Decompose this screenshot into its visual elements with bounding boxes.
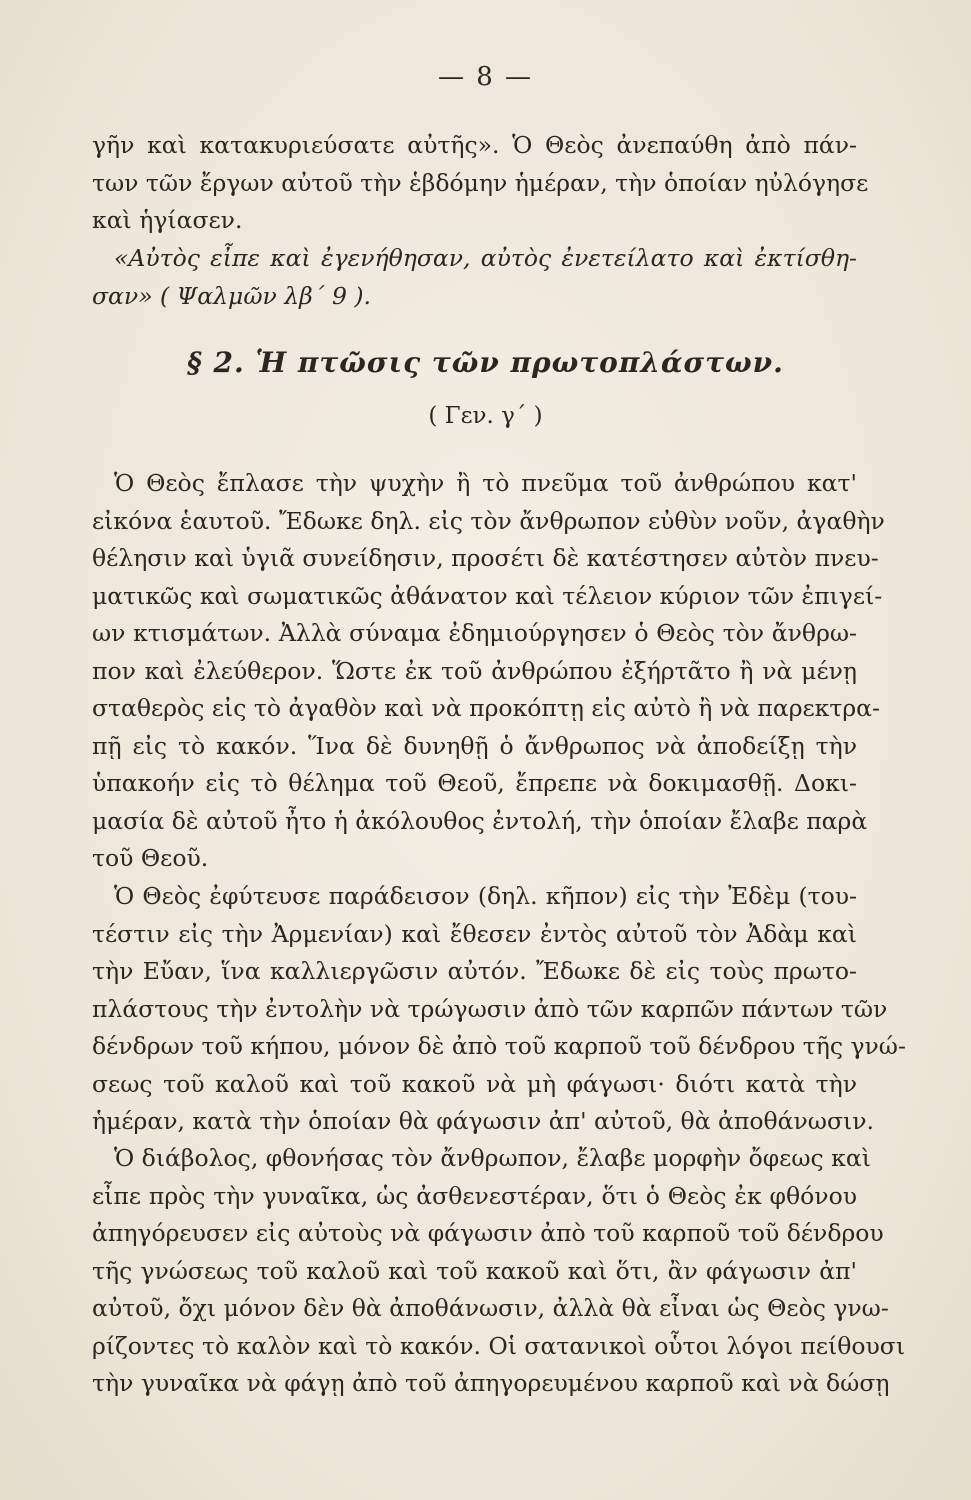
text-line: μασία δὲ αὐτοῦ ἦτο ἡ ἀκόλουθος ἐντολή, τὴν ὁποίαν ἔλαβε παρὰ xyxy=(92,806,868,835)
section-heading: § 2. Ἡ πτῶσις τῶν πρωτοπλάστων. xyxy=(187,346,784,379)
text-line: Ὁ διάβολος, φθονήσας τὸν ἄνθρωπον, ἔλαβε μορφὴν ὄφεως καὶ xyxy=(114,1144,871,1172)
text-line: τὴν Εὔαν, ἵνα καλλιεργῶσιν αὐτόν. Ἔδωκε δὲ εἰς τοὺς πρωτο- xyxy=(92,957,857,985)
text-line: πλάστους τὴν ἐντολὴν νὰ τρώγωσιν ἀπὸ τῶν καρπῶν πάντων τῶν xyxy=(92,994,888,1023)
text-line: τὴν γυναῖκα νὰ φάγῃ ἀπὸ τοῦ ἀπηγορευμένου καρποῦ καὶ νὰ δώσῃ xyxy=(92,1369,890,1397)
text-line: δένδρων τοῦ κήπου, μόνον δὲ ἀπὸ τοῦ καρποῦ τοῦ δένδρου τῆς γνώ- xyxy=(92,1032,906,1060)
paragraph-3 xyxy=(92,1140,906,1403)
page-number: — 8 — xyxy=(437,62,534,92)
text-line: ων κτισμάτων. Ἀλλὰ σύναμα ἐδημιούργησεν ὁ Θεὸς τὸν ἄνθρω- xyxy=(92,619,857,647)
text-line: τοῦ Θεοῦ. xyxy=(92,844,209,872)
text-line: ἀπηγόρευσεν εἰς αὐτοὺς νὰ φάγωσιν ἀπὸ τοῦ καρποῦ τοῦ δένδρου xyxy=(92,1219,884,1247)
text-line: ρίζοντες τὸ καλὸν καὶ τὸ κακόν. Οἱ σατανικοὶ οὗτοι λόγοι πείθουσι xyxy=(92,1331,906,1360)
text-line: ματικῶς καὶ σωματικῶς ἀθάνατον καὶ τέλειον κύριον τῶν ἐπιγεί- xyxy=(92,581,883,610)
paragraph-2 xyxy=(92,878,906,1141)
psalm-quote xyxy=(92,240,857,315)
text-line: των τῶν ἔργων αὐτοῦ τὴν ἑβδόμην ἡμέραν, τὴν ὁποίαν ηὐλόγησε xyxy=(92,168,869,197)
quote-line: σαν» ( Ψαλμῶν λβ΄ 9 ). xyxy=(92,281,372,310)
text-line: ἡμέραν, κατὰ τὴν ὁποίαν θὰ φάγωσιν ἀπ' αὐτοῦ, θὰ ἀποθάνωσιν. xyxy=(92,1107,874,1135)
paragraph-1 xyxy=(92,465,885,878)
text-line: εἶπε πρὸς τὴν γυναῖκα, ὡς ἀσθενεστέραν, ὅτι ὁ Θεὸς ἐκ φθόνου xyxy=(92,1181,857,1210)
intro-paragraph xyxy=(92,127,869,240)
text-line: σεως τοῦ καλοῦ καὶ τοῦ κακοῦ νὰ μὴ φάγωσι· διότι κατὰ τὴν xyxy=(92,1069,857,1098)
text-line: τῆς γνώσεως τοῦ καλοῦ καὶ τοῦ κακοῦ καὶ ὅτι, ἂν φάγωσιν ἀπ' xyxy=(92,1256,857,1285)
quote-line: «Αὐτὸς εἶπε καὶ ἐγενήθησαν, αὐτὸς ἐνετείλατο καὶ ἐκτίσθη- xyxy=(114,244,857,272)
text-line: Ὁ Θεὸς ἔπλασε τὴν ψυχὴν ἢ τὸ πνεῦμα τοῦ ἀνθρώπου κατ' xyxy=(114,469,857,497)
text-line: θέλησιν καὶ ὑγιᾶ συνείδησιν, προσέτι δὲ κατέστησεν αὐτὸν πνευ- xyxy=(92,544,879,572)
text-line: τέστιν εἰς τὴν Ἀρμενίαν) καὶ ἔθεσεν ἐντὸς αὐτοῦ τὸν Ἀδὰμ καὶ xyxy=(92,919,857,948)
text-line: πον καὶ ἐλεύθερον. Ὥστε ἐκ τοῦ ἀνθρώπου ἐξήρτᾶτο ἢ νὰ μένῃ xyxy=(92,656,857,685)
text-line: αὐτοῦ, ὄχι μόνον δὲν θὰ ἀποθάνωσιν, ἀλλὰ θὰ εἶναι ὡς Θεὸς γνω- xyxy=(92,1294,889,1322)
text-line: σταθερὸς εἰς τὸ ἀγαθὸν καὶ νὰ προκόπτῃ εἰς αὐτὸ ἢ νὰ παρεκτρα- xyxy=(92,694,880,722)
text-line: καὶ ἡγίασεν. xyxy=(92,206,243,234)
text-line: εἰκόνα ἑαυτοῦ. Ἔδωκε δηλ. εἰς τὸν ἄνθρωπον εὐθὺν νοῦν, ἀγαθὴν xyxy=(92,506,885,535)
section-reference: ( Γεν. γ΄ ) xyxy=(428,403,543,429)
text-line: ὑπακοήν εἰς τὸ θέλημα τοῦ Θεοῦ, ἔπρεπε νὰ δοκιμασθῇ. Δοκι- xyxy=(92,769,857,797)
text-line: πῇ εἰς τὸ κακόν. Ἵνα δὲ δυνηθῇ ὁ ἄνθρωπος νὰ ἀποδείξῃ τὴν xyxy=(92,731,857,760)
text-line: γῆν καὶ κατακυριεύσατε αὐτῆς». Ὁ Θεὸς ἀνεπαύθη ἀπὸ πάν- xyxy=(92,131,857,159)
text-line: Ὁ Θεὸς ἐφύτευσε παράδεισον (δηλ. κῆπον) εἰς τὴν Ἐδὲμ (του- xyxy=(114,882,857,910)
